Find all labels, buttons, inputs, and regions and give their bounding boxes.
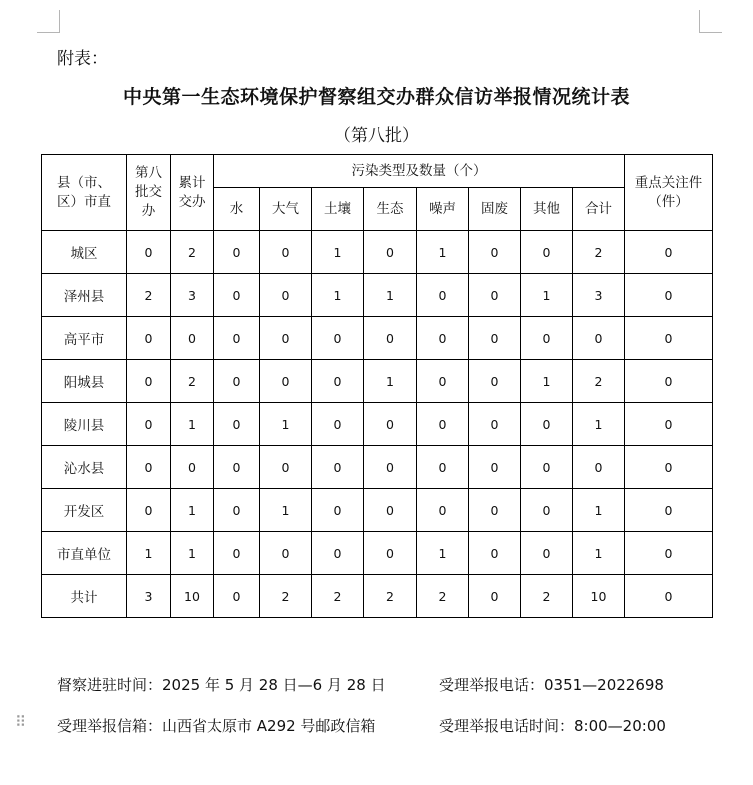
header-county [42,155,127,231]
row-value-cell: 0 [171,317,214,360]
row-value-cell: 0 [260,231,312,274]
row-value-cell: 2 [171,231,214,274]
row-value-cell: 0 [364,446,417,489]
row-value-cell: 0 [214,489,260,532]
row-value-cell: 0 [364,489,417,532]
row-value-cell: 2 [127,274,171,317]
row-value-cell: 1 [364,274,417,317]
table-row [42,360,713,403]
row-value-cell: 2 [312,575,364,618]
table-row [42,317,713,360]
row-value-cell: 0 [417,317,469,360]
row-value-cell: 0 [625,360,713,403]
row-value-cell: 0 [625,274,713,317]
page-corner-mark-top-left [37,10,60,33]
table-body [42,231,713,618]
row-value-cell: 0 [214,231,260,274]
header-type-air: 大气 [260,188,312,231]
header-type-ecology: 生态 [364,188,417,231]
row-value-cell: 2 [573,360,625,403]
row-value-cell: 0 [417,446,469,489]
appendix-label: 附表： [57,49,108,69]
row-value-cell: 2 [417,575,469,618]
hotline: 受理举报电话：0351—2022698 [439,676,664,694]
row-value-cell: 0 [127,446,171,489]
row-value-cell: 0 [214,403,260,446]
row-value-cell: 0 [214,274,260,317]
row-value-cell: 1 [171,489,214,532]
row-value-cell: 0 [625,446,713,489]
batch-label: （第八批） [334,126,419,146]
table-row [42,274,713,317]
row-value-cell: 0 [312,360,364,403]
row-value-cell: 0 [214,575,260,618]
row-value-cell: 1 [127,532,171,575]
row-value-cell: 0 [312,489,364,532]
hotline-hours: 受理举报电话时间：8:00—20:00 [439,717,666,735]
row-name-cell: 泽州县 [42,274,127,317]
header-batch-assigned [127,155,171,231]
row-value-cell: 1 [573,403,625,446]
row-value-cell: 0 [469,274,521,317]
row-value-cell: 0 [214,446,260,489]
row-value-cell: 0 [214,317,260,360]
row-value-cell: 0 [625,403,713,446]
row-value-cell: 0 [260,274,312,317]
page-corner-mark-top-right [699,10,722,33]
row-value-cell: 0 [469,489,521,532]
row-value-cell: 0 [171,446,214,489]
row-value-cell: 2 [364,575,417,618]
row-value-cell: 0 [417,403,469,446]
table-row [42,446,713,489]
row-value-cell: 0 [625,575,713,618]
row-value-cell: 3 [573,274,625,317]
row-value-cell: 1 [171,532,214,575]
row-value-cell: 0 [417,274,469,317]
row-value-cell: 1 [260,403,312,446]
header-type-noise: 噪声 [417,188,469,231]
row-value-cell: 0 [312,317,364,360]
row-value-cell: 0 [127,489,171,532]
row-value-cell: 0 [260,532,312,575]
row-value-cell: 0 [312,532,364,575]
row-value-cell: 0 [573,317,625,360]
header-type-total: 合计 [573,188,625,231]
row-value-cell: 0 [625,532,713,575]
row-value-cell: 0 [469,575,521,618]
row-value-cell: 1 [312,274,364,317]
table-row [42,403,713,446]
row-value-cell: 1 [417,532,469,575]
header-cumulative [171,155,214,231]
header-key-focus-label: 重点关注件（件） [634,174,703,210]
row-value-cell: 0 [417,360,469,403]
row-name-cell: 高平市 [42,317,127,360]
table-row [42,231,713,274]
table-row [42,489,713,532]
row-value-cell: 0 [364,532,417,575]
row-name-cell: 市直单位 [42,532,127,575]
row-value-cell: 2 [171,360,214,403]
row-name-cell: 阳城县 [42,360,127,403]
row-value-cell: 0 [469,231,521,274]
row-value-cell: 0 [127,360,171,403]
header-type-water: 水 [214,188,260,231]
row-value-cell: 0 [469,360,521,403]
statistics-table [41,154,713,618]
row-value-cell: 0 [521,489,573,532]
row-value-cell: 1 [521,274,573,317]
row-value-cell: 1 [417,231,469,274]
row-value-cell: 0 [364,231,417,274]
row-value-cell: 3 [127,575,171,618]
row-value-cell: 0 [127,403,171,446]
stationed-time: 督察进驻时间：2025 年 5 月 28 日—6 月 28 日 [57,676,386,694]
row-value-cell: 2 [573,231,625,274]
row-value-cell: 0 [260,317,312,360]
row-name-cell: 沁水县 [42,446,127,489]
header-type-other: 其他 [521,188,573,231]
row-value-cell: 1 [521,360,573,403]
row-value-cell: 0 [521,317,573,360]
row-value-cell: 1 [573,532,625,575]
row-value-cell: 2 [521,575,573,618]
drag-handle-icon[interactable]: ⠿ [15,713,25,731]
row-value-cell: 0 [469,532,521,575]
row-name-cell: 开发区 [42,489,127,532]
row-value-cell: 1 [573,489,625,532]
row-value-cell: 0 [260,360,312,403]
row-name-cell: 共计 [42,575,127,618]
row-value-cell: 0 [625,317,713,360]
row-value-cell: 0 [127,317,171,360]
header-type-soil: 土壤 [312,188,364,231]
row-value-cell: 0 [521,532,573,575]
row-value-cell: 10 [171,575,214,618]
row-name-cell: 城区 [42,231,127,274]
row-value-cell: 0 [260,446,312,489]
row-value-cell: 0 [312,403,364,446]
row-value-cell: 0 [625,231,713,274]
row-value-cell: 0 [521,446,573,489]
header-cumulative-label: 累计交办 [178,174,206,210]
header-county-label: 县（市、区）市直 [57,174,111,210]
header-pollution-group: 污染类型及数量（个） [214,155,625,188]
header-key-focus [625,155,713,231]
row-value-cell: 0 [417,489,469,532]
row-value-cell: 1 [364,360,417,403]
table-row [42,532,713,575]
row-value-cell: 0 [214,360,260,403]
row-value-cell: 0 [312,446,364,489]
row-value-cell: 1 [312,231,364,274]
table-row [42,575,713,618]
row-value-cell: 2 [260,575,312,618]
row-value-cell: 0 [521,231,573,274]
document-title: 中央第一生态环境保护督察组交办群众信访举报情况统计表 [122,86,630,108]
row-value-cell: 0 [214,532,260,575]
row-value-cell: 0 [521,403,573,446]
row-value-cell: 3 [171,274,214,317]
row-value-cell: 1 [260,489,312,532]
row-value-cell: 0 [364,317,417,360]
row-name-cell: 陵川县 [42,403,127,446]
row-value-cell: 0 [127,231,171,274]
header-type-solid-waste: 固废 [469,188,521,231]
row-value-cell: 0 [469,403,521,446]
row-value-cell: 1 [171,403,214,446]
row-value-cell: 0 [573,446,625,489]
row-value-cell: 0 [469,317,521,360]
row-value-cell: 0 [625,489,713,532]
mailbox: 受理举报信箱：山西省太原市 A292 号邮政信箱 [57,717,376,735]
row-value-cell: 10 [573,575,625,618]
header-batch-assigned-label: 第八批交办 [135,165,162,219]
row-value-cell: 0 [469,446,521,489]
row-value-cell: 0 [364,403,417,446]
